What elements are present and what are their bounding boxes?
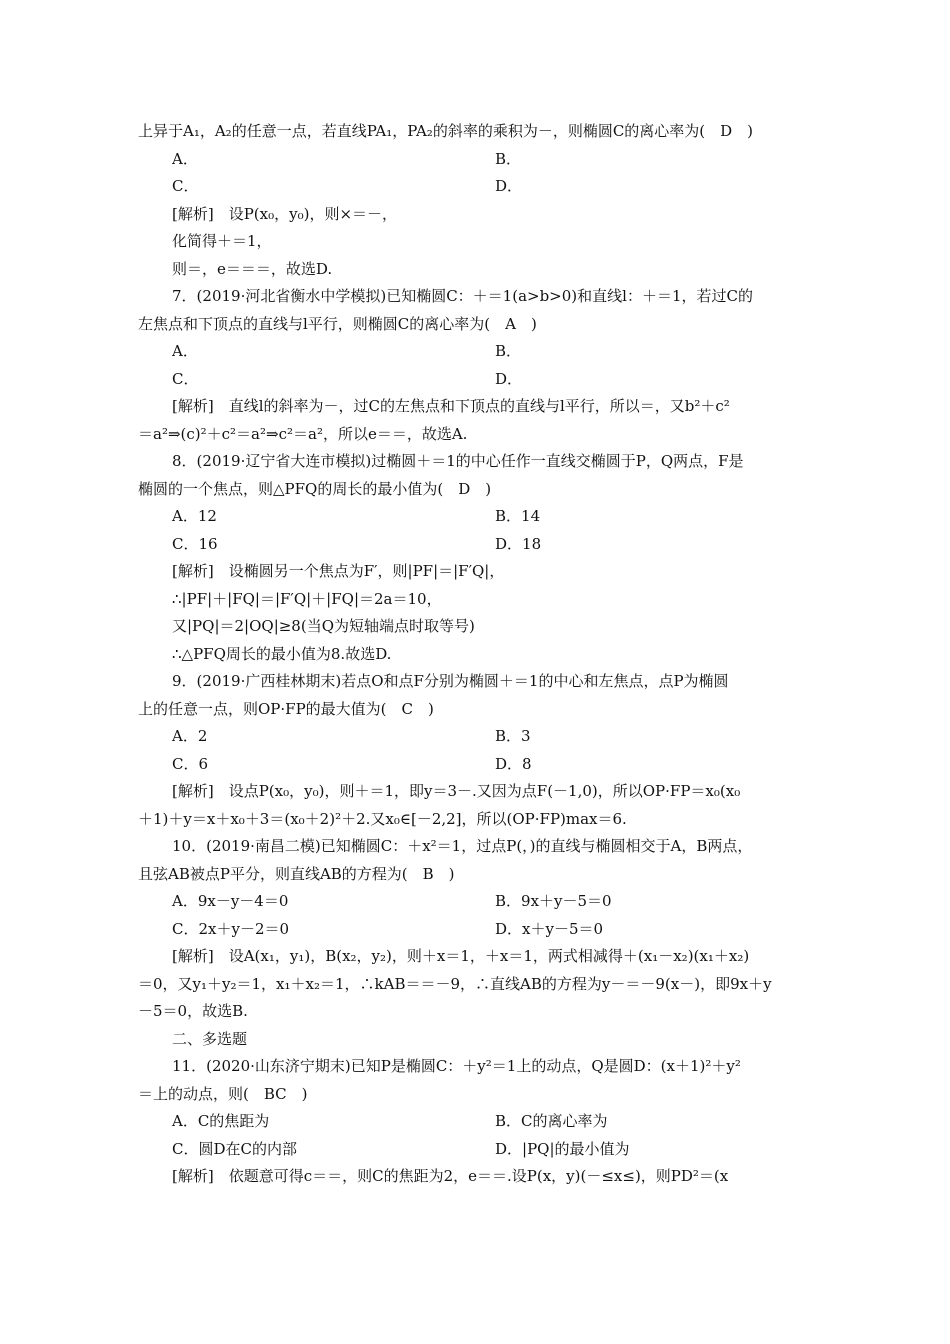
text-line: 9．(2019·广西桂林期末)若点O和点F分别为椭圆＋＝1的中心和左焦点，点P为椭圆 <box>172 672 729 690</box>
option-row <box>0 503 950 530</box>
option-right: B．3 <box>495 727 531 745</box>
option-row <box>0 916 950 943</box>
option-row <box>0 1136 950 1163</box>
option-left: A．9x－y－4＝0 <box>172 892 289 910</box>
text-line: 又|PQ|＝2|OQ|≥8(当Q为短轴端点时取等号) <box>172 617 475 635</box>
text-line: [解析] 设A(x₁，y₁)，B(x₂，y₂)，则＋x＝1，＋x＝1，两式相减得＋(x₁－x₂)(x₁＋x₂) <box>172 947 750 965</box>
option-right: D．18 <box>495 535 542 553</box>
text-line: 二、多选题 <box>172 1030 248 1048</box>
option-left: C．16 <box>172 535 218 553</box>
option-right: B．9x＋y－5＝0 <box>495 892 612 910</box>
text-line: ＝0，又y₁＋y₂＝1，x₁＋x₂＝1，∴kAB＝＝－9，∴直线AB的方程为y－＝－9(x－)，即9x＋y <box>138 975 772 993</box>
text-line: 化简得＋＝1， <box>172 232 272 250</box>
text-line: －5＝0，故选B. <box>138 1002 248 1020</box>
text-line: 上异于A₁，A₂的任意一点，若直线PA₁，PA₂的斜率的乘积为－，则椭圆C的离心率为( D ) <box>138 122 754 140</box>
option-left: C． <box>172 370 199 388</box>
text-line: 且弦AB被点P平分，则直线AB的方程为( B ) <box>138 865 455 883</box>
option-row <box>0 888 950 915</box>
option-row <box>0 1108 950 1135</box>
text-line: ∴|PF|＋|FQ|＝|F′Q|＋|FQ|＝2a＝10， <box>172 590 442 608</box>
option-left: A． <box>172 342 198 360</box>
option-right: B． <box>495 342 522 360</box>
text-line: ∴△PFQ周长的最小值为8.故选D. <box>172 645 392 663</box>
option-row <box>0 173 950 200</box>
option-right: D． <box>495 177 523 195</box>
text-line: ＝a²⇒(c)²＋c²＝a²⇒c²＝a²，所以e＝＝，故选A. <box>138 425 468 443</box>
option-row <box>0 338 950 365</box>
text-line: [解析] 依题意可得c＝＝，则C的焦距为2，e＝＝.设P(x，y)(－≤x≤)，则PD²＝(x <box>172 1167 729 1185</box>
option-left: C． <box>172 177 199 195</box>
option-right: B．14 <box>495 507 541 525</box>
option-left: A．12 <box>172 507 217 525</box>
text-line: [解析] 设椭圆另一个焦点为F′，则|PF|＝|F′Q|， <box>172 562 505 580</box>
option-left: C．6 <box>172 755 209 773</box>
option-row <box>0 146 950 173</box>
option-right: B． <box>495 150 522 168</box>
text-line: 11．(2020·山东济宁期末)已知P是椭圆C：＋y²＝1上的动点，Q是圆D：(x＋1)²＋y² <box>172 1057 741 1075</box>
option-left: A． <box>172 150 198 168</box>
text-line: 上的任意一点，则OP·FP的最大值为( C ) <box>138 700 434 718</box>
text-line: ＋1)＋y＝x＋x₀＋3＝(x₀＋2)²＋2.又x₀∈[－2,2]，所以(OP·FP)max＝6. <box>138 810 627 828</box>
option-left: C．2x＋y－2＝0 <box>172 920 290 938</box>
option-right: D． <box>495 370 523 388</box>
option-right: D．8 <box>495 755 532 773</box>
text-line: [解析] 设点P(x₀，y₀)，则＋＝1，即y＝3－.又因为点F(－1,0)，所以OP·FP＝x₀(x₀ <box>172 782 741 800</box>
option-left: C．圆D在C的内部 <box>172 1140 297 1158</box>
text-line: 7．(2019·河北省衡水中学模拟)已知椭圆C：＋＝1(a>b>0)和直线l：＋＝1，若过C的 <box>172 287 753 305</box>
text-line: [解析] 直线l的斜率为－，过C的左焦点和下顶点的直线与l平行，所以＝，又b²＋c² <box>172 397 730 415</box>
text-line: 椭圆的一个焦点，则△PFQ的周长的最小值为( D ) <box>138 480 492 498</box>
option-right: D．|PQ|的最小值为 <box>495 1140 630 1158</box>
text-line: 8．(2019·辽宁省大连市模拟)过椭圆＋＝1的中心任作一直线交椭圆于P，Q两点，F是 <box>172 452 744 470</box>
option-left: A．2 <box>172 727 208 745</box>
option-right: B．C的离心率为 <box>495 1112 608 1130</box>
option-row <box>0 366 950 393</box>
option-row <box>0 751 950 778</box>
text-line: ＝上的动点，则( BC ) <box>138 1085 308 1103</box>
option-left: A．C的焦距为 <box>172 1112 270 1130</box>
text-line: [解析] 设P(x₀，y₀)，则×＝－， <box>172 205 398 223</box>
option-right: D．x＋y－5＝0 <box>495 920 604 938</box>
option-row <box>0 531 950 558</box>
text-line: 10．(2019·南昌二模)已知椭圆C：＋x²＝1，过点P(，)的直线与椭圆相交于A，B两点， <box>172 837 753 855</box>
text-line: 则＝，e＝＝＝，故选D. <box>172 260 333 278</box>
option-row <box>0 723 950 750</box>
text-line: 左焦点和下顶点的直线与l平行，则椭圆C的离心率为( A ) <box>138 315 537 333</box>
